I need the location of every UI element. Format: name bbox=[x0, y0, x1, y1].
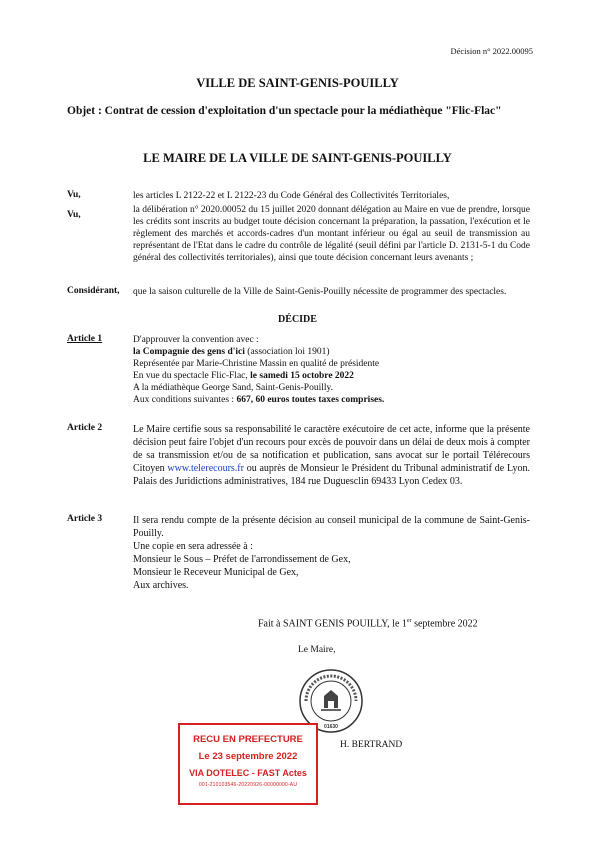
show-name: En vue du spectacle Flic-Flac, bbox=[133, 371, 251, 381]
place-date-sup: er bbox=[406, 618, 412, 624]
article3-line3: Monsieur le Sous – Préfet de l'arrondissement de Gex, bbox=[133, 554, 351, 565]
article1-line2 bbox=[133, 346, 530, 358]
telerecours-link[interactable]: www.telerecours.fr bbox=[167, 463, 244, 474]
place-date-a: Fait à SAINT GENIS POUILLY, le 1 bbox=[258, 618, 407, 630]
mayor-name: H. BERTRAND bbox=[340, 740, 403, 750]
svg-text:01630: 01630 bbox=[324, 724, 338, 730]
article3-line1: Il sera rendu compte de la présente décision au conseil municipal de la commune de Saint-Genis-Pouilly. bbox=[133, 515, 530, 539]
article3-line4: Monsieur le Receveur Municipal de Gex, bbox=[133, 567, 299, 578]
article2-text-a: Le Maire certifie sous sa responsabilité le caractère exécutoire de cet acte, informe que la présente décision peut faire l'objet d'un recours pour excès de pouvoir dans un délai de deux mois à compter de sa transmission et/ou de sa notification et publication, sans avocat sur le portail Télérecours Citoyen bbox=[133, 424, 530, 474]
association-type: (association loi 1901) bbox=[244, 347, 330, 357]
place-date-b: septembre 2022 bbox=[411, 618, 478, 630]
stamp-date: Le 23 septembre 2022 bbox=[198, 751, 298, 762]
decision-number: Décision n° 2022.00095 bbox=[450, 46, 533, 56]
article1-label: Article 1 bbox=[67, 334, 103, 344]
considerant-label: Considérant, bbox=[67, 286, 120, 296]
prefecture-reception-stamp bbox=[178, 723, 318, 805]
stamp-id: 001-210103546-20220926-00000000-AU bbox=[198, 782, 298, 788]
city-heading: VILLE DE SAINT-GENIS-POUILLY bbox=[196, 76, 399, 90]
article1-line1: D'approuver la convention avec : bbox=[133, 335, 259, 345]
conditions-label: Aux conditions suivantes : bbox=[133, 395, 237, 405]
company-name: la Compagnie des gens d'ici bbox=[133, 347, 245, 357]
place-date bbox=[258, 618, 478, 629]
article1-line4 bbox=[133, 370, 530, 382]
vu2-label: Vu, bbox=[67, 210, 81, 220]
article2-text bbox=[133, 423, 530, 488]
article1-body bbox=[133, 334, 530, 406]
article1-line6 bbox=[133, 394, 530, 406]
article3-line5: Aux archives. bbox=[133, 580, 189, 591]
article1-line3: Représentée par Marie-Christine Massin en qualité de présidente bbox=[133, 359, 380, 369]
stamp-line1: RECU EN PREFECTURE bbox=[193, 734, 303, 745]
article1-line5: A la médiathèque George Sand, Saint-Genis-Pouilly. bbox=[133, 383, 333, 393]
vu1-text: les articles L 2122-22 et L 2122-23 du Code Général des Collectivités Territoriales, bbox=[133, 191, 450, 201]
considerant-text: que la saison culturelle de la Ville de Saint-Genis-Pouilly nécessite de programmer des spectacles. bbox=[133, 287, 507, 297]
subject-line: Objet : Contrat de cession d'exploitation d'un spectacle pour la médiathèque "Flic-Flac" bbox=[67, 105, 502, 117]
vu2-text: la délibération n° 2020.00052 du 15 juillet 2020 donnant délégation au Maire en vue de prendre, lorsque les crédits sont inscrits au budget toute décision concernant la préparation, la passation, l'exécution et le règlement des marchés et accords-cadres d'un montant inférieur ou égal au seuil de transmission au représentant de l'Etat dans le cadre du contrôle de légalité (seuil défini par l'article D. 2131-5-1 du Code général des collectivités territoriales), ainsi que toute décision concernant leurs avenants ; bbox=[133, 205, 530, 263]
article2-text-b: ou auprès de Monsieur le Président du Tribunal administratif de Lyon. Palais des Juridictions administratives, 184 rue Duguesclin 69433 Lyon Cedex 03. bbox=[133, 463, 531, 487]
article2-label: Article 2 bbox=[67, 423, 103, 433]
price: 667, 60 euros toutes taxes comprises. bbox=[236, 395, 385, 405]
vu1-label: Vu, bbox=[67, 190, 81, 200]
show-date: le samedi 15 octobre 2022 bbox=[250, 371, 354, 381]
stamp-channel: VIA DOTELEC - FAST Actes bbox=[189, 768, 307, 778]
article3-body bbox=[133, 514, 530, 592]
mayor-title: Le Maire, bbox=[298, 645, 336, 655]
article3-label: Article 3 bbox=[67, 514, 103, 524]
mayor-heading: LE MAIRE DE LA VILLE DE SAINT-GENIS-POUILLY bbox=[143, 151, 452, 165]
decide-heading: DÉCIDE bbox=[278, 314, 317, 325]
article3-line2: Une copie en sera adressée à : bbox=[133, 541, 253, 552]
